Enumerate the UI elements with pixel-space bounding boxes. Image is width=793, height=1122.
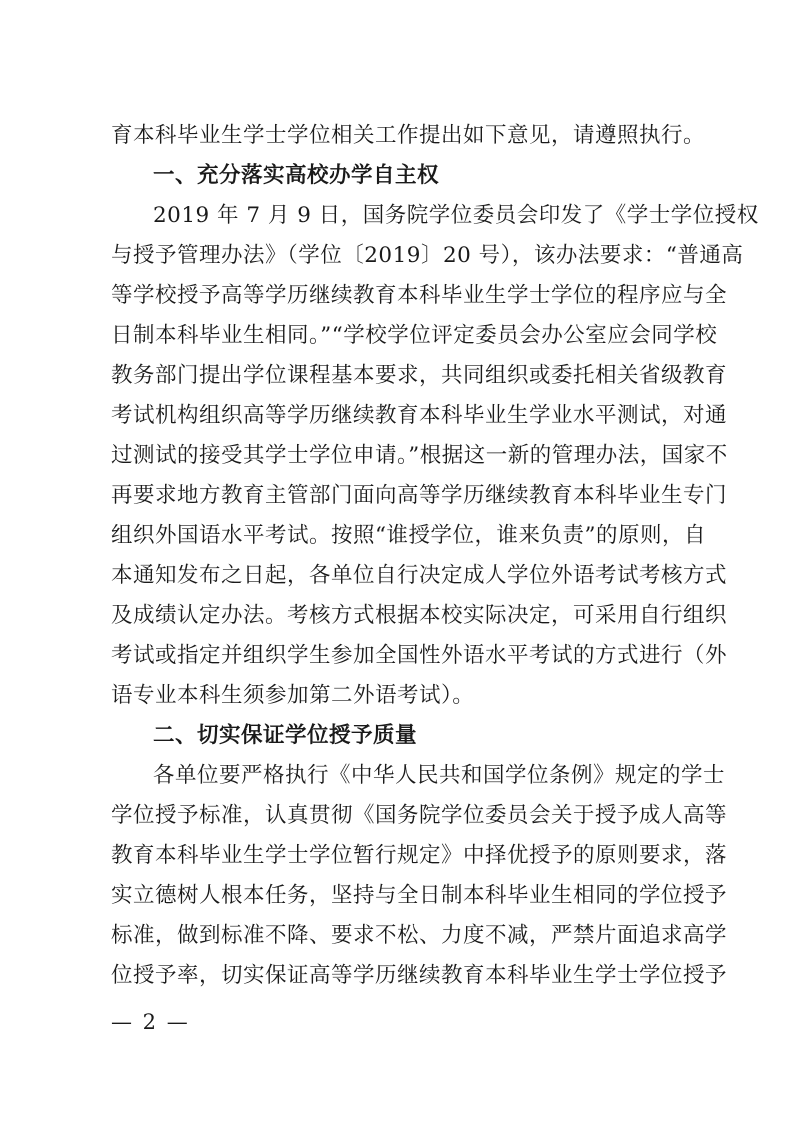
paragraph-line: 标准，做到标准不降、要求不松、力度不减，严禁片面追求高学 — [111, 923, 728, 948]
paragraph-line: 过测试的接受其学士学位申请。”根据这一新的管理办法，国家不 — [111, 443, 728, 468]
paragraph-line: 2019 年 7 月 9 日，国务院学位委员会印发了《学士学位授权 — [153, 203, 759, 228]
paragraph-line: 教育本科毕业生学士学位暂行规定》中择优授予的原则要求，落 — [111, 843, 728, 868]
paragraph-line: 日制本科毕业生相同。”“学校学位评定委员会办公室应会同学校 — [111, 323, 718, 348]
paragraph-line: 再要求地方教育主管部门面向高等学历继续教育本科毕业生专门 — [111, 483, 728, 508]
section-heading-1: 一、充分落实高校办学自主权 — [153, 163, 440, 188]
paragraph-line: 本通知发布之日起，各单位自行决定成人学位外语考试考核方式 — [111, 563, 728, 588]
paragraph-line: 组织外国语水平考试。按照“谁授学位，谁来负责”的原则，自 — [111, 523, 706, 548]
paragraph-line: 考试机构组织高等学历继续教育本科毕业生学业水平测试，对通 — [111, 403, 728, 428]
paragraph-line: 育本科毕业生学士学位相关工作提出如下意见，请遵照执行。 — [111, 123, 706, 148]
paragraph-line: 语专业本科生须参加第二外语考试）。 — [111, 683, 475, 708]
paragraph-line: 教务部门提出学位课程基本要求，共同组织或委托相关省级教育 — [111, 363, 728, 388]
paragraph-line: 实立德树人根本任务，坚持与全日制本科毕业生相同的学位授予 — [111, 883, 728, 908]
paragraph-line: 等学校授予高等学历继续教育本科毕业生学士学位的程序应与全 — [111, 283, 728, 308]
paragraph-line: 及成绩认定办法。考核方式根据本校实际决定，可采用自行组织 — [111, 603, 728, 628]
paragraph-line: 考试或指定并组织学生参加全国性外语水平考试的方式进行（外 — [111, 643, 728, 668]
section-heading-2: 二、切实保证学位授予质量 — [153, 723, 418, 748]
paragraph-line: 与授予管理办法》（学位〔2019〕20 号），该办法要求：“普通高 — [111, 243, 744, 268]
paragraph-line: 位授予率，切实保证高等学历继续教育本科毕业生学士学位授予 — [111, 963, 728, 988]
paragraph-line: 学位授予标准，认真贯彻《国务院学位委员会关于授予成人高等 — [111, 803, 728, 828]
page-number: — 2 — — [111, 1010, 190, 1034]
paragraph-line: 各单位要严格执行《中华人民共和国学位条例》规定的学士 — [153, 763, 726, 788]
